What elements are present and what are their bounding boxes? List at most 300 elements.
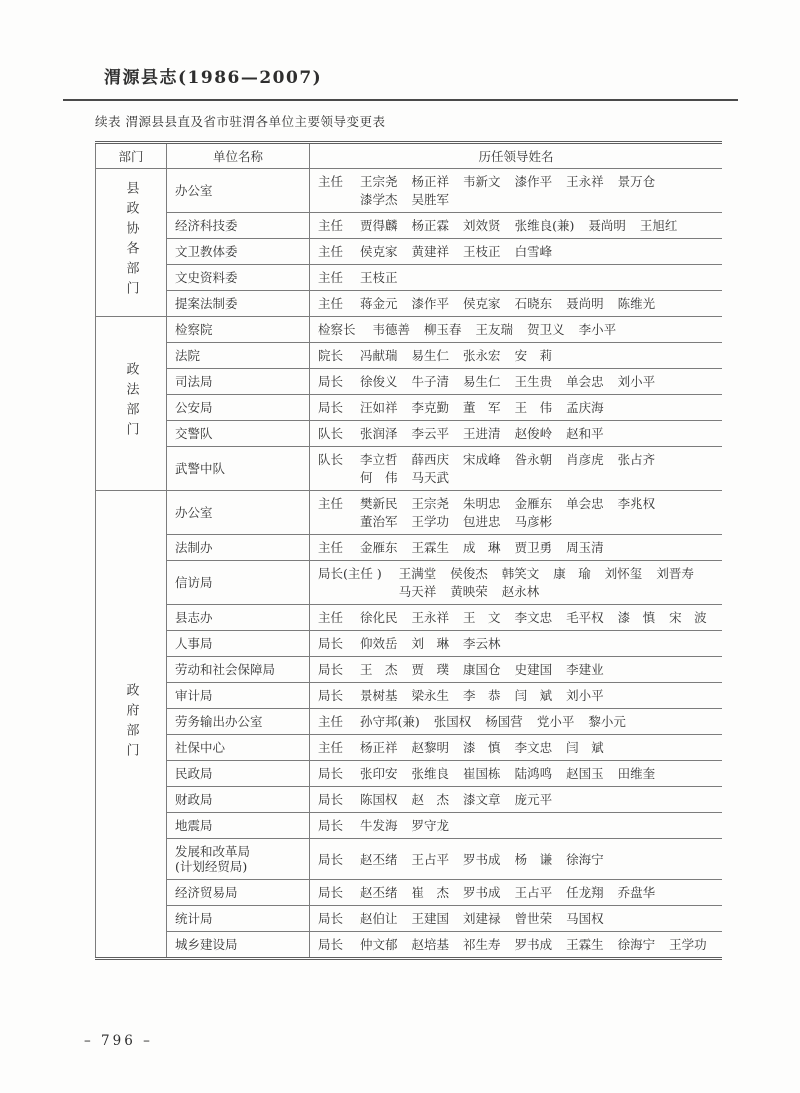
unit-name: 地震局 <box>175 818 213 833</box>
unit-name-cell <box>167 657 310 683</box>
leader-line <box>318 610 714 625</box>
table-row <box>96 787 723 813</box>
leader-name: 董 军 <box>463 400 501 415</box>
unit-name-cell <box>167 447 310 491</box>
leader-name: 王友瑞 <box>475 322 514 337</box>
leader-names-cell <box>310 906 723 932</box>
unit-name: 公安局 <box>175 400 213 415</box>
leader-name: 王 伟 <box>514 400 553 415</box>
leader-name: 何 伟 <box>360 470 398 485</box>
leader-name: 李建业 <box>566 662 604 677</box>
leader-name: 庞元平 <box>514 792 553 807</box>
leader-line <box>318 374 714 389</box>
leader-names-cell <box>310 491 723 535</box>
unit-name-cell <box>167 761 310 787</box>
leader-line <box>318 636 714 651</box>
leader-name: 罗书成 <box>463 851 501 867</box>
unit-name: 社保中心 <box>175 740 226 755</box>
leader-name: 李兆权 <box>617 496 656 511</box>
unit-name-cell <box>167 880 310 906</box>
unit-name: 人事局 <box>175 636 213 651</box>
column-header-department: 部门 <box>96 143 167 169</box>
table-row <box>96 317 723 343</box>
table-row <box>96 213 723 239</box>
unit-name-cell <box>167 839 310 880</box>
leader-name: 贾得麟 <box>360 218 398 233</box>
leader-name: 易生仁 <box>411 348 450 363</box>
leader-name: 杨正祥 <box>411 174 450 189</box>
leader-name: 赵俊岭 <box>514 426 553 441</box>
leader-name: 闫 斌 <box>566 740 604 755</box>
leader-names-cell <box>310 631 723 657</box>
leader-name: 柳玉春 <box>424 322 462 337</box>
unit-name: 经济贸易局 <box>175 885 238 900</box>
book-title: 渭源县志(1986—2007) <box>104 68 323 88</box>
leader-name: 薛西庆 <box>411 452 450 467</box>
unit-name: 经济科技委 <box>175 218 238 233</box>
leader-name: 张印安 <box>360 766 398 781</box>
table-row <box>96 631 723 657</box>
leader-name: 刘效贤 <box>463 218 501 233</box>
leader-name: 易生仁 <box>463 374 501 389</box>
table-row <box>96 369 723 395</box>
unit-name-cell <box>167 631 310 657</box>
leader-name: 张永宏 <box>463 348 501 363</box>
leader-line <box>318 322 714 337</box>
leader-name: 马天祥 <box>398 584 437 599</box>
leader-line <box>318 348 714 363</box>
unit-name-cell <box>167 605 310 631</box>
table-row <box>96 491 723 535</box>
leader-title: 主任 <box>318 218 344 233</box>
leader-name: 蒋金元 <box>360 296 398 311</box>
department-label: 县政协各部门 <box>123 181 139 301</box>
leader-name: 王学功 <box>669 937 707 952</box>
leader-name: 李云平 <box>411 426 450 441</box>
leader-name: 安 莉 <box>514 348 553 363</box>
leader-names-cell <box>310 265 723 291</box>
unit-name: 发展和改革局 <box>175 844 251 859</box>
leader-name: 刘小平 <box>566 688 604 703</box>
leader-names-cell <box>310 709 723 735</box>
unit-name: 财政局 <box>175 792 213 807</box>
leader-name: 宋成峰 <box>463 452 501 467</box>
leader-line <box>318 818 714 833</box>
leader-name: 陈国权 <box>360 792 398 807</box>
leader-names-cell <box>310 683 723 709</box>
table-caption: 续表 渭源县县直及省市驻渭各单位主要领导变更表 <box>95 114 386 129</box>
leader-name: 漆作平 <box>411 296 450 311</box>
unit-name-cell <box>167 813 310 839</box>
leader-name: 杨正祥 <box>360 740 398 755</box>
table-row <box>96 561 723 605</box>
unit-name: 劳务输出办公室 <box>175 714 263 729</box>
department-cell <box>96 169 167 317</box>
leader-names-cell <box>310 421 723 447</box>
department-cell <box>96 491 167 959</box>
leader-names-cell <box>310 317 723 343</box>
unit-name-cell <box>167 906 310 932</box>
table-row <box>96 880 723 906</box>
leader-title: 局长 <box>318 792 344 807</box>
leader-name: 刘 琳 <box>411 636 450 651</box>
leader-name: 肖彦虎 <box>566 452 604 467</box>
unit-name-cell <box>167 932 310 959</box>
leader-name: 王生贵 <box>514 374 553 389</box>
leader-name: 冯献瑞 <box>360 348 398 363</box>
leader-name: 贾卫勇 <box>514 540 553 555</box>
leader-name: 刘怀玺 <box>604 566 643 581</box>
leader-line <box>318 192 714 207</box>
leader-name: 李克勤 <box>411 400 450 415</box>
leader-name: 曾世荣 <box>514 911 553 926</box>
leader-names-cell <box>310 343 723 369</box>
table-row <box>96 761 723 787</box>
unit-name: 文卫教体委 <box>175 244 238 259</box>
leader-names-cell <box>310 880 723 906</box>
leader-title: 局长 <box>318 636 344 651</box>
leader-title: 局长 <box>318 766 344 781</box>
leader-name: 李 恭 <box>463 688 501 703</box>
leader-title: 局长 <box>318 374 344 389</box>
unit-name: 文史资料委 <box>175 270 238 285</box>
leader-name: 马天武 <box>411 470 450 485</box>
leader-names-cell <box>310 291 723 317</box>
leader-line <box>318 296 714 311</box>
table-row <box>96 535 723 561</box>
leader-name: 贾 璞 <box>411 662 450 677</box>
leader-name: 杨 谦 <box>514 851 553 867</box>
leader-name: 昝永朝 <box>514 452 553 467</box>
leader-name: 王占平 <box>411 851 450 867</box>
table-row <box>96 735 723 761</box>
leader-title: 局长 <box>318 688 344 703</box>
table-row <box>96 447 723 491</box>
leader-line <box>318 852 714 867</box>
leader-name: 刘建禄 <box>463 911 501 926</box>
leader-name: 王建国 <box>411 911 450 926</box>
leader-name: 张维良 <box>411 766 450 781</box>
unit-name-cell <box>167 291 310 317</box>
table-row <box>96 239 723 265</box>
leader-title: 局长(主任 ) <box>318 566 382 581</box>
leader-name: 罗书成 <box>514 937 553 952</box>
leader-name: 闫 斌 <box>514 688 553 703</box>
leader-name: 赵国玉 <box>566 766 604 781</box>
unit-name-cell <box>167 239 310 265</box>
unit-name-cell <box>167 317 310 343</box>
leader-name: 樊新民 <box>360 496 398 511</box>
unit-name-cell <box>167 265 310 291</box>
leader-name: 赵永林 <box>501 584 540 599</box>
leader-title: 主任 <box>318 496 344 511</box>
unit-name: (计划经贸局) <box>175 859 248 874</box>
table-body <box>96 169 723 959</box>
leader-title: 主任 <box>318 244 344 259</box>
unit-name: 劳动和社会保障局 <box>175 662 276 677</box>
leader-name: 李云林 <box>463 636 501 651</box>
unit-name-cell <box>167 369 310 395</box>
leader-name: 王 文 <box>463 610 501 625</box>
leader-name: 韦新文 <box>463 174 501 189</box>
leader-line <box>318 270 714 285</box>
leader-name: 韦德善 <box>372 322 411 337</box>
leader-name: 赵丕绪 <box>360 885 398 900</box>
leader-title: 主任 <box>318 714 344 729</box>
leader-name: 张国权 <box>433 714 472 729</box>
leader-name: 罗守龙 <box>411 818 450 833</box>
leader-name: 孙守邦(兼) <box>360 714 420 729</box>
unit-name: 办公室 <box>175 183 213 198</box>
leader-title: 局长 <box>318 885 344 900</box>
unit-name-cell <box>167 491 310 535</box>
unit-name: 办公室 <box>175 505 213 520</box>
table-row <box>96 395 723 421</box>
leader-line <box>318 452 714 467</box>
leader-name: 黄建祥 <box>411 244 450 259</box>
leader-name: 周玉清 <box>566 540 604 555</box>
table-header-row <box>96 143 723 169</box>
leader-name: 党小平 <box>536 714 575 729</box>
unit-name: 武警中队 <box>175 461 226 476</box>
leader-name: 张占齐 <box>617 452 656 467</box>
leader-title: 检察长 <box>318 322 356 337</box>
leader-name: 康国仓 <box>463 662 501 677</box>
unit-name-cell <box>167 561 310 605</box>
leader-line <box>318 174 714 189</box>
table-row <box>96 839 723 880</box>
leader-line <box>318 911 714 926</box>
leader-name: 赵培基 <box>411 937 450 952</box>
table-row <box>96 169 723 213</box>
leader-name: 贺卫义 <box>527 322 565 337</box>
leader-name: 牛发海 <box>360 818 398 833</box>
leader-name: 韩笑文 <box>501 566 540 581</box>
leader-line <box>318 470 714 485</box>
unit-name-cell <box>167 213 310 239</box>
unit-name: 信访局 <box>175 575 213 590</box>
column-header-leader-names: 历任领导姓名 <box>310 143 723 169</box>
unit-name-cell <box>167 395 310 421</box>
leader-name: 王宗尧 <box>411 496 450 511</box>
leader-name: 张维良(兼) <box>514 218 575 233</box>
leader-name: 李小平 <box>578 322 617 337</box>
department-cell <box>96 317 167 491</box>
leader-line <box>318 244 714 259</box>
leader-title: 局长 <box>318 851 344 867</box>
column-header-unit-name: 单位名称 <box>167 143 310 169</box>
leader-name: 任龙翔 <box>566 885 604 900</box>
leader-line <box>318 584 714 599</box>
leader-name: 侯克家 <box>360 244 398 259</box>
table-row <box>96 932 723 959</box>
leader-names-cell <box>310 535 723 561</box>
leader-name: 朱明忠 <box>463 496 501 511</box>
unit-name: 提案法制委 <box>175 296 238 311</box>
unit-name: 检察院 <box>175 322 213 337</box>
leader-name: 王学功 <box>411 514 450 529</box>
leader-name: 白雪峰 <box>514 244 553 259</box>
unit-name: 民政局 <box>175 766 213 781</box>
leader-name: 王进清 <box>463 426 501 441</box>
leader-names-cell <box>310 239 723 265</box>
leader-name: 单会忠 <box>566 374 604 389</box>
leader-line <box>318 496 714 511</box>
table-row <box>96 709 723 735</box>
leader-title: 局长 <box>318 937 344 952</box>
leader-name: 毛平权 <box>566 610 604 625</box>
leader-name: 侯俊杰 <box>450 566 488 581</box>
leader-title: 院长 <box>318 348 344 363</box>
leader-name: 徐俊义 <box>360 374 398 389</box>
table-row <box>96 657 723 683</box>
table-row <box>96 906 723 932</box>
leader-name: 杨正霖 <box>411 218 450 233</box>
leader-name: 王占平 <box>514 885 553 900</box>
table-row <box>96 265 723 291</box>
leader-name: 王枝正 <box>360 270 398 285</box>
unit-name: 法院 <box>175 348 201 363</box>
table-row <box>96 813 723 839</box>
leader-name: 史建国 <box>514 662 553 677</box>
leader-name: 杨国营 <box>485 714 523 729</box>
leader-name: 王旭红 <box>639 218 678 233</box>
leader-names-cell <box>310 561 723 605</box>
table-row <box>96 683 723 709</box>
leader-names-cell <box>310 213 723 239</box>
leader-names-cell <box>310 447 723 491</box>
leader-name: 包进忠 <box>463 514 501 529</box>
leader-title: 局长 <box>318 400 344 415</box>
leaders-table <box>95 141 722 960</box>
leader-name: 徐海宁 <box>566 851 604 867</box>
leader-name: 景树基 <box>360 688 398 703</box>
leader-name: 黄映荣 <box>450 584 488 599</box>
leader-name: 成 琳 <box>463 540 501 555</box>
leader-name: 漆 慎 <box>463 740 501 755</box>
leader-name: 吴胜军 <box>411 192 450 207</box>
leader-name: 景万仓 <box>617 174 656 189</box>
leader-name: 田维奎 <box>617 766 656 781</box>
leader-name: 马国权 <box>566 911 604 926</box>
department-label: 政法部门 <box>123 362 139 442</box>
leader-name: 徐化民 <box>360 610 398 625</box>
leader-name: 金雁东 <box>360 540 398 555</box>
leader-names-cell <box>310 169 723 213</box>
leader-name: 王满堂 <box>398 566 437 581</box>
table-row <box>96 343 723 369</box>
header-divider <box>63 99 738 101</box>
leader-title: 局长 <box>318 662 344 677</box>
leader-line <box>318 885 714 900</box>
unit-name: 统计局 <box>175 911 213 926</box>
leader-name: 聂尚明 <box>566 296 604 311</box>
leader-line <box>318 218 714 233</box>
leader-name: 李立哲 <box>360 452 398 467</box>
leader-line <box>318 514 714 529</box>
leader-name: 王霖生 <box>566 937 604 952</box>
unit-name-cell <box>167 535 310 561</box>
leader-names-cell <box>310 369 723 395</box>
leader-names-cell <box>310 839 723 880</box>
leader-name: 黎小元 <box>588 714 626 729</box>
leader-names-cell <box>310 605 723 631</box>
leader-name: 赵和平 <box>566 426 604 441</box>
leader-name: 王宗尧 <box>360 174 398 189</box>
leader-line <box>318 792 714 807</box>
leader-name: 漆文章 <box>463 792 501 807</box>
leader-line <box>318 400 714 415</box>
leader-name: 孟庆海 <box>566 400 604 415</box>
leader-name: 李文忠 <box>514 610 553 625</box>
leader-name: 祁生寿 <box>463 937 501 952</box>
unit-name: 城乡建设局 <box>175 937 238 952</box>
leader-name: 聂尚明 <box>588 218 626 233</box>
leader-name: 陆鸿鸣 <box>514 766 553 781</box>
leader-name: 漆 慎 <box>617 610 656 625</box>
unit-name-cell <box>167 343 310 369</box>
leader-name: 赵 杰 <box>411 792 450 807</box>
leader-line <box>318 766 714 781</box>
unit-name-cell <box>167 787 310 813</box>
leader-name: 王霖生 <box>411 540 450 555</box>
leader-names-cell <box>310 813 723 839</box>
leader-name: 崔国栋 <box>463 766 501 781</box>
leader-line <box>318 662 714 677</box>
leader-name: 汪如祥 <box>360 400 398 415</box>
leader-title: 主任 <box>318 740 344 755</box>
leader-name: 侯克家 <box>463 296 501 311</box>
leader-name: 陈维光 <box>617 296 656 311</box>
leader-title: 队长 <box>318 452 344 467</box>
leader-names-cell <box>310 395 723 421</box>
leader-name: 赵伯让 <box>360 911 398 926</box>
leader-names-cell <box>310 735 723 761</box>
leader-title: 局长 <box>318 911 344 926</box>
leader-name: 仲文郁 <box>360 937 398 952</box>
unit-name: 司法局 <box>175 374 213 389</box>
leader-title: 局长 <box>318 818 344 833</box>
unit-name-cell <box>167 709 310 735</box>
leader-name: 金雁东 <box>514 496 553 511</box>
leader-name: 王永祥 <box>566 174 604 189</box>
leader-name: 赵丕绪 <box>360 851 398 867</box>
leader-name: 单会忠 <box>566 496 604 511</box>
table-row <box>96 291 723 317</box>
leader-title: 主任 <box>318 540 344 555</box>
leader-name: 刘小平 <box>617 374 656 389</box>
unit-name: 审计局 <box>175 688 213 703</box>
leader-line <box>318 740 714 755</box>
leader-line <box>318 937 714 952</box>
leader-line <box>318 540 714 555</box>
leader-line <box>318 426 714 441</box>
leader-title: 主任 <box>318 270 344 285</box>
leader-line <box>318 714 714 729</box>
unit-name-cell <box>167 735 310 761</box>
leader-name: 王 杰 <box>360 662 398 677</box>
leader-names-cell <box>310 932 723 959</box>
page-number: – 796 – <box>84 1033 153 1049</box>
leader-title: 主任 <box>318 610 344 625</box>
leader-name: 漆学杰 <box>360 192 398 207</box>
leader-name: 董治军 <box>360 514 398 529</box>
leader-name: 李文忠 <box>514 740 553 755</box>
unit-name: 县志办 <box>175 610 213 625</box>
department-label: 政府部门 <box>123 682 139 763</box>
table-row <box>96 605 723 631</box>
leader-names-cell <box>310 657 723 683</box>
